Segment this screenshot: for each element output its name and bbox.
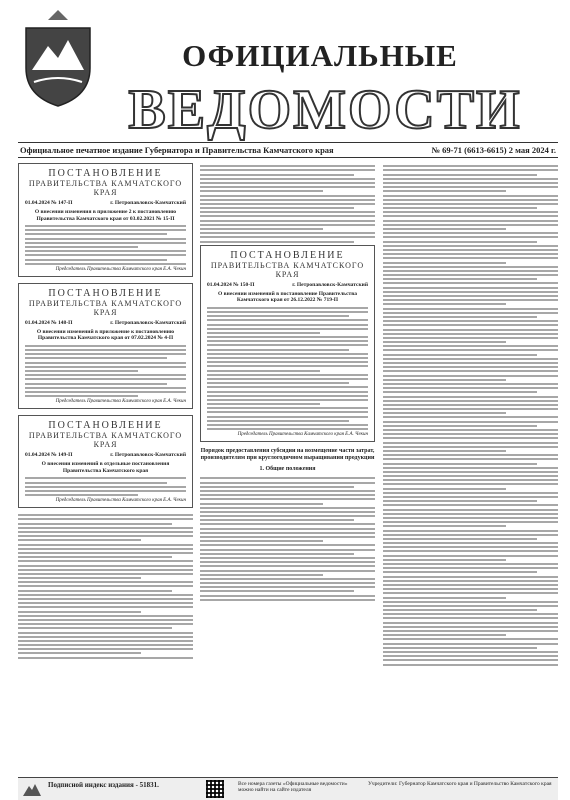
decree-149 <box>18 415 193 508</box>
column-2 <box>200 163 375 773</box>
decree-place: г. Петропавловск-Камчатский <box>110 452 186 459</box>
mountain-logo-icon <box>22 781 42 797</box>
decree-org: ПРАВИТЕЛЬСТВА КАМЧАТСКОГО КРАЯ <box>28 431 183 450</box>
decree-org: ПРАВИТЕЛЬСТВА КАМЧАТСКОГО КРАЯ <box>28 298 183 317</box>
decree-date: 01.04.2024 № 149-П <box>25 452 73 459</box>
section-subtitle: 1. Общие положения <box>259 466 316 473</box>
decree-147 <box>18 163 193 277</box>
decree-meta <box>207 282 368 288</box>
decree-heading: О внесении изменений в постановление Правительства Камчатского края от 26.12.2022 № 719-П <box>218 290 357 304</box>
column-2-top-text <box>200 165 375 242</box>
decree-heading: О внесении изменения в приложение 2 к постановлению Правительства Камчатского края от 03.02.2021 № 15-П <box>34 209 177 222</box>
decree-place: г. Петропавловск-Камчатский <box>110 319 186 326</box>
decree-date: 01.04.2024 № 148-П <box>25 319 73 326</box>
decree-heading: О внесении изменений в приложение к постановлению Правительства Камчатского края от 07.02.2024 № 4-П <box>36 328 175 342</box>
decree-org: ПРАВИТЕЛЬСТВА КАМЧАТСКОГО КРАЯ <box>28 179 183 197</box>
masthead <box>0 0 570 148</box>
decree-meta <box>25 320 186 326</box>
decree-date: 01.04.2024 № 147-П <box>25 200 73 206</box>
decree-place: г. Петропавловск-Камчатский <box>292 281 368 288</box>
decree-body <box>207 307 368 430</box>
decree-signer: Председатель Правительства Камчатского края Е.А. Чекин <box>55 266 186 272</box>
decree-kind: ПОСТАНОВЛЕНИЕ <box>48 420 163 432</box>
decree-org: ПРАВИТЕЛЬСТВА КАМЧАТСКОГО КРАЯ <box>210 260 365 279</box>
column-1 <box>18 163 193 773</box>
masthead-title: ВЕДОМОСТИ <box>128 79 522 141</box>
publisher-subtitle: Официальное печатное издание Губернатора и Правительства Камчатского края <box>20 145 334 155</box>
decree-date: 01.04.2024 № 150-П <box>207 281 255 288</box>
column-3 <box>383 163 558 773</box>
decree-150 <box>200 245 375 443</box>
column-1-body-text <box>18 514 193 658</box>
footer-founders: Учредители: Губернатор Камчатского края и Правительство Камчатского края <box>368 781 552 787</box>
masthead-subline <box>18 142 558 158</box>
footer-site-note: Все номера газеты «Официальные ведомости» можно найти на сайте издателя <box>238 781 348 793</box>
kamchatka-crest-icon <box>18 8 98 108</box>
decree-body <box>25 225 186 265</box>
masthead-title-top: ОФИЦИАЛЬНЫЕ <box>182 38 458 73</box>
decree-signer: Председатель Правительства Камчатского края Е.А. Чекин <box>55 399 186 405</box>
decree-body <box>25 345 186 397</box>
decree-148 <box>18 283 193 409</box>
decree-kind: ПОСТАНОВЛЕНИЕ <box>48 287 163 299</box>
decree-kind: ПОСТАНОВЛЕНИЕ <box>230 249 345 261</box>
page-footer <box>18 777 558 800</box>
decree-heading: О внесении изменений в отдельные постановления Правительства Камчатского края <box>41 461 170 474</box>
decree-place: г. Петропавловск-Камчатский <box>110 200 186 206</box>
column-2-bottom-text <box>200 477 375 600</box>
decree-signer: Председатель Правительства Камчатского края Е.А. Чекин <box>237 432 368 438</box>
decree-body <box>25 477 186 496</box>
column-3-text <box>383 165 558 665</box>
subscription-index: Подписной индекс издания - 51831. <box>48 781 159 789</box>
qr-code-icon <box>206 780 224 798</box>
decree-meta <box>25 452 186 458</box>
section-title: Порядок предоставления субсидии на возмещение части затрат, производителям при круглогодичном выращивании продукции <box>200 448 375 462</box>
decree-kind: ПОСТАНОВЛЕНИЕ <box>48 168 163 179</box>
decree-meta <box>25 200 186 206</box>
issue-number: № 69-71 (6613-6615) 2 мая 2024 г. <box>431 145 556 155</box>
decree-signer: Председатель Правительства Камчатского края Е.А. Чекин <box>55 498 186 504</box>
